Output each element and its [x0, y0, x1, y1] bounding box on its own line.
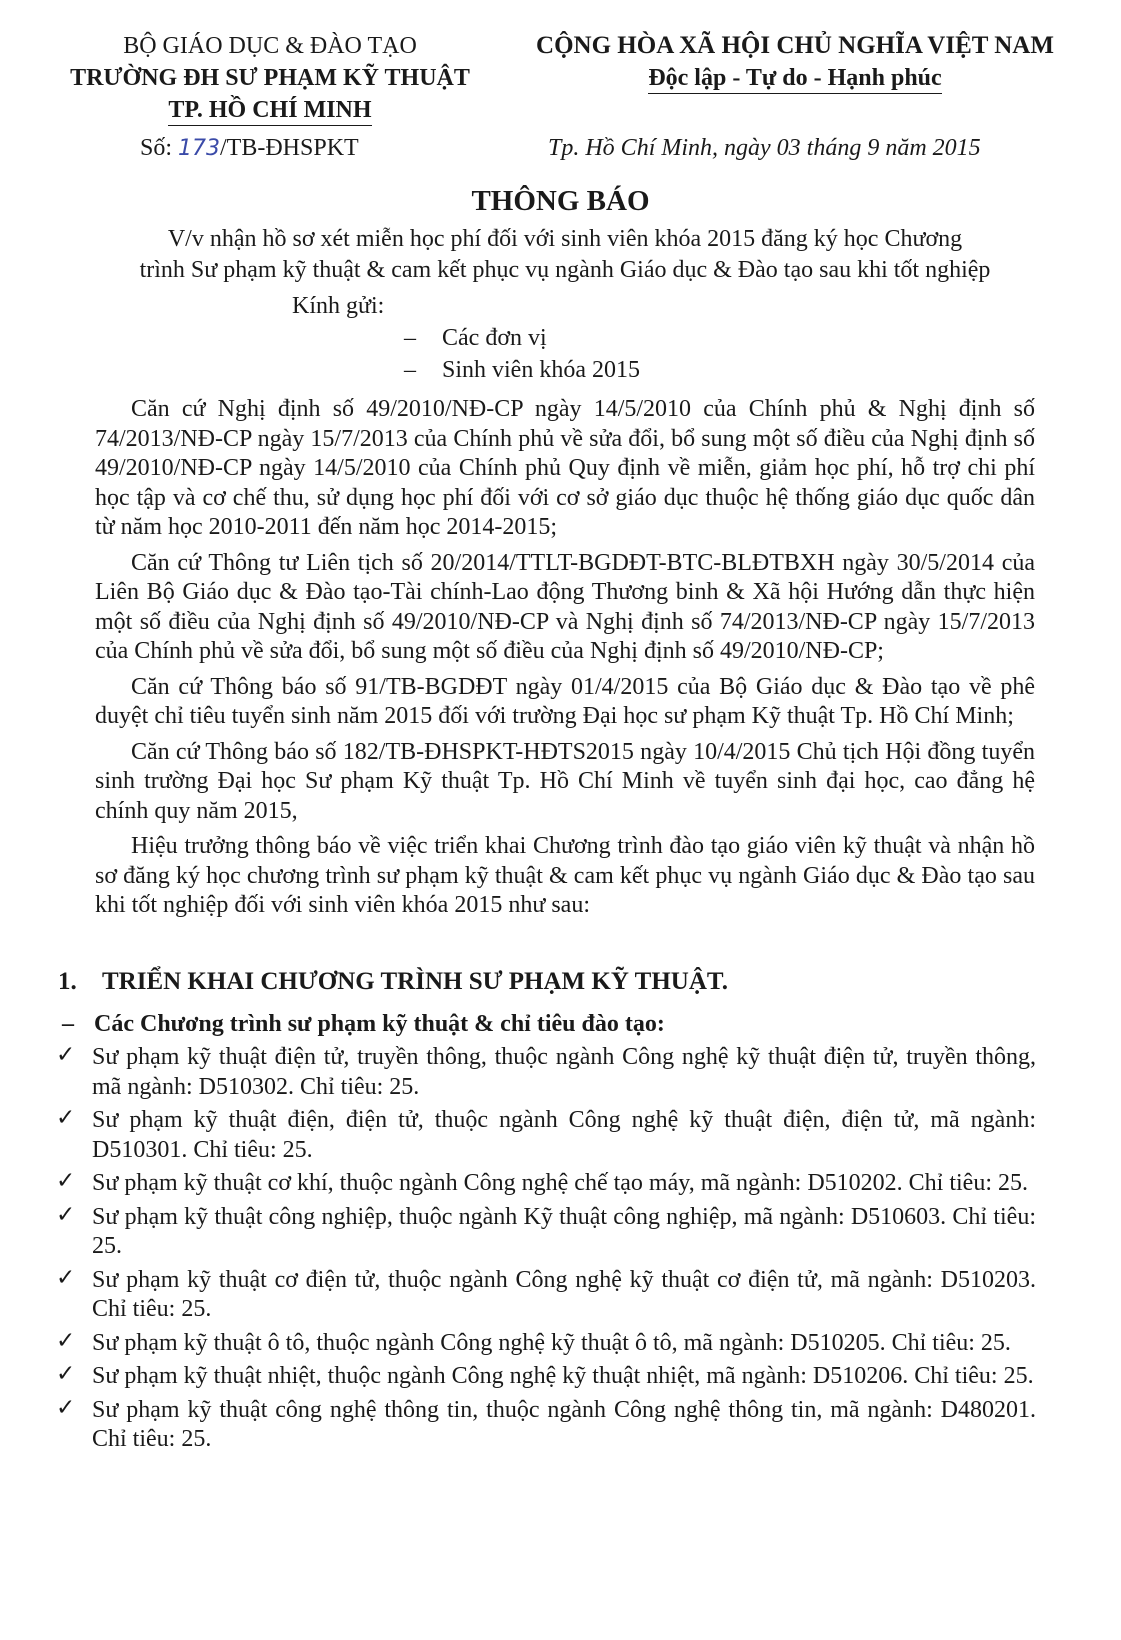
document-body	[95, 395, 1035, 927]
legal-basis-paragraph: Căn cứ Thông báo số 182/TB-ĐHSPKT-HĐTS2015 ngày 10/4/2015 Chủ tịch Hội đồng tuyển sinh trường Đại học Sư phạm Kỹ thuật Tp. Hồ Chí Minh về tuyển sinh đại học, cao đẳng hệ chính quy năm 2015,	[95, 738, 1035, 824]
salutation: Kính gửi:	[292, 293, 385, 319]
subsection-heading	[62, 1011, 665, 1038]
check-icon: ✓	[56, 1168, 76, 1194]
program-text: Sư phạm kỹ thuật công nghệ thông tin, thuộc ngành Công nghệ thông tin, mã ngành: D480201. Chỉ tiêu: 25.	[92, 1396, 1036, 1452]
recipient-label: Các đơn vị	[442, 325, 547, 351]
dash-icon: –	[404, 357, 416, 383]
program-text: Sư phạm kỹ thuật cơ điện tử, thuộc ngành Công nghệ kỹ thuật cơ điện tử, mã ngành: D510203. Chỉ tiêu: 25.	[92, 1266, 1036, 1322]
check-icon: ✓	[56, 1327, 76, 1354]
document-number	[140, 135, 359, 162]
university-name: TRƯỜNG ĐH SƯ PHẠM KỸ THUẬT	[70, 65, 470, 91]
check-icon: ✓	[56, 1042, 76, 1068]
recipient-item	[404, 357, 640, 384]
document-subject	[80, 224, 1050, 286]
section-number: 1.	[58, 968, 77, 995]
document-title: THÔNG BÁO	[471, 185, 650, 217]
program-text: Sư phạm kỹ thuật nhiệt, thuộc ngành Công nghệ kỹ thuật nhiệt, mã ngành: D510206. Chỉ tiêu: 25.	[92, 1363, 1034, 1389]
university-city: TP. HỒ CHÍ MINH	[168, 95, 371, 126]
national-motto: Độc lập - Tự do - Hạnh phúc	[648, 63, 941, 94]
program-list	[56, 1043, 1036, 1459]
list-item	[56, 1043, 1036, 1102]
section-title: TRIỂN KHAI CHƯƠNG TRÌNH SƯ PHẠM KỸ THUẬT.	[102, 968, 728, 995]
check-icon: ✓	[56, 1201, 76, 1228]
handwritten-number: 173	[178, 136, 221, 161]
subject-line-2: trình Sư phạm kỹ thuật & cam kết phục vụ ngành Giáo dục & Đào tạo sau khi tốt nghiệp	[139, 257, 991, 283]
check-icon: ✓	[56, 1264, 76, 1291]
ministry-name: BỘ GIÁO DỤC & ĐÀO TẠO	[123, 33, 417, 59]
list-item	[56, 1169, 1036, 1199]
legal-basis-paragraph: Căn cứ Thông báo số 91/TB-BGDĐT ngày 01/4/2015 của Bộ Giáo dục & Đào tạo về phê duyệt chỉ tiêu tuyển sinh năm 2015 đối với trường Đại học sư phạm Kỹ thuật Tp. Hồ Chí Minh;	[95, 673, 1035, 729]
section-heading	[58, 968, 728, 996]
check-icon: ✓	[56, 1394, 76, 1421]
document-number-prefix: Số:	[140, 135, 173, 161]
issuer-header	[50, 30, 490, 126]
program-text: Sư phạm kỹ thuật công nghiệp, thuộc ngành Kỹ thuật công nghiệp, mã ngành: D510603. Chỉ tiêu: 25.	[92, 1203, 1036, 1259]
program-text: Sư phạm kỹ thuật ô tô, thuộc ngành Công nghệ kỹ thuật ô tô, mã ngành: D510205. Chỉ tiêu: 25.	[92, 1329, 1011, 1356]
list-item	[56, 1396, 1036, 1455]
list-item	[56, 1329, 1036, 1359]
dash-icon: –	[404, 325, 416, 351]
announcement-paragraph: Hiệu trưởng thông báo về việc triển khai Chương trình đào tạo giáo viên kỹ thuật và nhận hồ sơ đăng ký học chương trình sư phạm kỹ thuật & cam kết phục vụ ngành Giáo dục & Đào tạo sau khi tốt nghiệp đối với sinh viên khóa 2015 như sau:	[95, 833, 1035, 918]
check-icon: ✓	[56, 1105, 76, 1131]
document-number-suffix: /TB-ĐHSPKT	[220, 135, 359, 161]
national-header	[500, 30, 1090, 94]
program-text: Sư phạm kỹ thuật cơ khí, thuộc ngành Công nghệ chế tạo máy, mã ngành: D510202. Chỉ tiêu: 25.	[92, 1170, 1028, 1196]
recipient-label: Sinh viên khóa 2015	[442, 357, 640, 383]
subsection-title: Các Chương trình sư phạm kỹ thuật & chỉ tiêu đào tạo:	[94, 1011, 665, 1037]
recipient-item	[404, 325, 547, 352]
check-icon: ✓	[56, 1361, 76, 1387]
program-text: Sư phạm kỹ thuật điện, điện tử, thuộc ngành Công nghệ kỹ thuật điện, điện tử, mã ngành: D510301. Chỉ tiêu: 25.	[92, 1107, 1036, 1163]
list-item	[56, 1203, 1036, 1262]
dash-icon: –	[62, 1011, 74, 1037]
subject-line-1: V/v nhận hồ sơ xét miễn học phí đối với sinh viên khóa 2015 đăng ký học Chương	[167, 226, 963, 252]
list-item	[56, 1106, 1036, 1165]
country-name: CỘNG HÒA XÃ HỘI CHỦ NGHĨA VIỆT NAM	[536, 32, 1054, 59]
legal-basis-paragraph: Căn cứ Nghị định số 49/2010/NĐ-CP ngày 14/5/2010 của Chính phủ & Nghị định số 74/2013/NĐ-CP ngày 15/7/2013 của Chính phủ về sửa đổi, bổ sung một số điều của Nghị định số 49/2010/NĐ-CP ngày 14/5/2010 của Chính phủ Quy định về miễn, giảm học phí, hỗ trợ chi phí học tập và cơ chế thu, sử dụng học phí đối với cơ sở giáo dục thuộc hệ thống giáo dục quốc dân từ năm học 2010-2011 đến năm học 2014-2015;	[95, 396, 1035, 540]
document-date: Tp. Hồ Chí Minh, ngày 03 tháng 9 năm 2015	[548, 135, 981, 161]
legal-basis-paragraph: Căn cứ Thông tư Liên tịch số 20/2014/TTLT-BGDĐT-BTC-BLĐTBXH ngày 30/5/2014 của Liên Bộ Giáo dục & Đào tạo-Tài chính-Lao động Thương binh & Xã hội Hướng dẫn thực hiện một số điều của Nghị định số 49/2010/NĐ-CP và Nghị định số 74/2013/NĐ-CP ngày 15/7/2013 của Chính phủ về sửa đổi, bổ sung một số điều của Nghị định số 49/2010/NĐ-CP;	[95, 549, 1035, 664]
program-text: Sư phạm kỹ thuật điện tử, truyền thông, thuộc ngành Công nghệ kỹ thuật điện tử, truyền thông, mã ngành: D510302. Chỉ tiêu: 25.	[92, 1044, 1036, 1100]
list-item	[56, 1266, 1036, 1325]
list-item	[56, 1362, 1036, 1392]
